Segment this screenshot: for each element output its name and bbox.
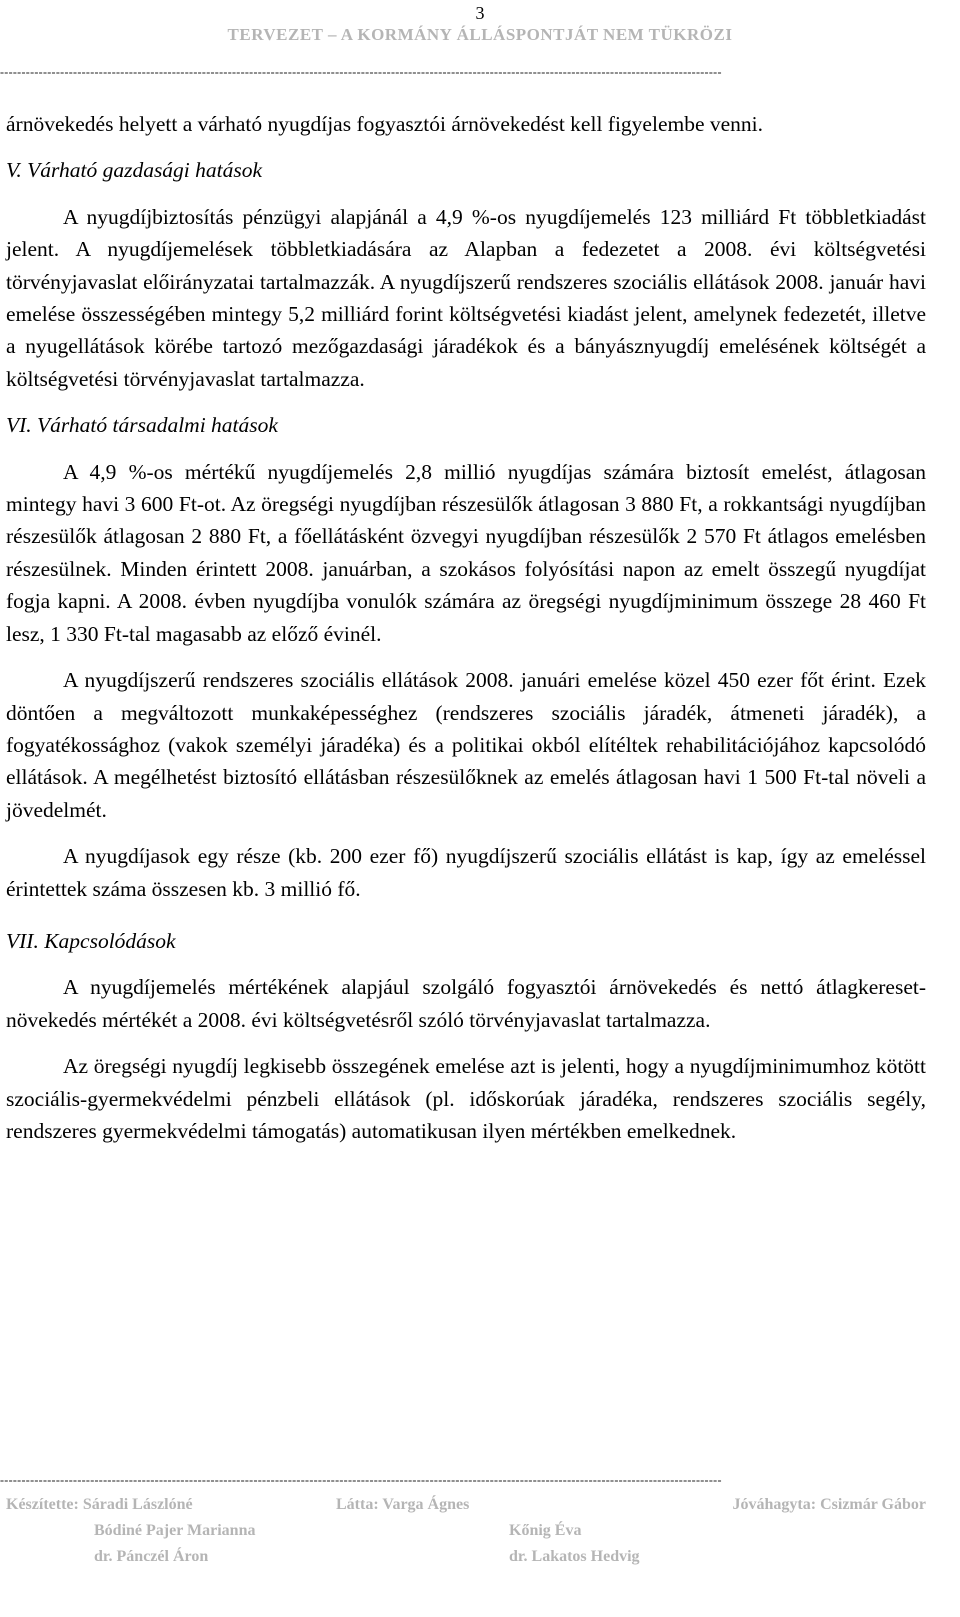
paragraph-5: A nyugdíjasok egy része (kb. 200 ezer fő) nyugdíjszerű szociális ellátást is kap, így az emeléssel érintettek száma összesen kb. 3 millió fő. [6,844,926,901]
header-title: TERVEZET – A KORMÁNY ÁLLÁSPONTJÁT NEM TÜKRÖZI [227,25,733,44]
paragraph-3: A 4,9 %-os mértékű nyugdíjemelés 2,8 millió nyugdíjas számára biztosít emelést, átlagosan mintegy havi 3 600 Ft-ot. Az öregségi nyugdíjban részesülők átlagosan 3 880 Ft, a rokkantsági nyugdíjban részesülők átlagosan 2 880 Ft, a főellátásként özvegyi nyugdíjban részesülők 2 570 Ft átlagos emelésben részesülnek. Minden érintett 2008. januárban, a szokásos folyósítási napon az emelt összegű nyugdíjat fogja kapni. A 2008. évben nyugdíjba vonulók számára az öregségi nyugdíjminimum összege 28 460 Ft lesz, 1 330 Ft-tal magasabb az előző évinél. [6,459,926,646]
section-heading-5: V. Várható gazdasági hatások [6,158,263,183]
footer-separator: ------------------------------------------------------------------------------------------------------------------------------------------------------------------------ [0,1474,722,1486]
paragraph-2: A nyugdíjbiztosítás pénzügyi alapjánál a 4,9 %-os nyugdíjemelés 123 milliárd Ft többletkiadást jelent. A nyugdíjemelések többletkiadására az Alapban a fedezetet a 2008. évi költségvetési törvényjavaslat előirányzatai tartalmazzák. A nyugdíjszerű rendszeres szociális ellátások 2008. január havi emelése összességében mintegy 5,2 milliárd forint költségvetési kiadást jelent, amelynek fedezetét, illetve a nyugellátások körébe tartozó mezőgazdasági járadékok és a bányásznyugdíj emelésének költségét a költségvetési törvényjavaslat tartalmazza. [6,204,926,391]
page-number: 3 [475,3,485,23]
page-header [0,0,960,46]
section-heading-6: VI. Várható társadalmi hatások [6,413,278,438]
section-heading-7: VII. Kapcsolódások [6,928,176,953]
footer-seen-by: Látta: Varga Ágnes [336,1496,470,1513]
header-separator: ------------------------------------------------------------------------------------------------------------------------------------------------------------------------ [0,66,722,78]
footer-prepared-by-2: Bódiné Pajer Marianna [94,1522,256,1539]
document-body [6,108,926,1147]
page-footer [6,1492,926,1570]
footer-seen-by-3: dr. Lakatos Hedvig [509,1548,640,1565]
footer-prepared-by-3: dr. Pánczél Áron [94,1548,209,1565]
footer-prepared-by: Készítette: Sáradi Lászlóné [6,1496,193,1513]
footer-seen-by-2: Kőnig Éva [509,1522,582,1539]
paragraph-7: Az öregségi nyugdíj legkisebb összegének emelése azt is jelenti, hogy a nyugdíjminimumhoz kötött szociális-gyermekvédelmi pénzbeli ellátások (pl. időskorúak járadéka, rendszeres szociális segély, rendszeres gyermekvédelmi támogatás) automatikusan ilyen mértékben emelkednek. [6,1054,926,1143]
paragraph-4: A nyugdíjszerű rendszeres szociális ellátások 2008. januári emelése közel 450 ezer főt érint. Ezek döntően a megváltozott munkaképességhez (rendszeres szociális járadék, átmeneti járadék), a fogyatékossághoz (vakok személyi járadéka) és a politikai okból elítéltek rehabilitációjához kapcsolódó ellátások. A megélhetést biztosító ellátásban részesülőknek az emelés átlagosan havi 1 500 Ft-tal növeli a jövedelmét. [6,668,926,822]
paragraph-6: A nyugdíjemelés mértékének alapjául szolgáló fogyasztói árnövekedés és nettó átlagkereset-növekedés mértékét a 2008. évi költségvetésről szóló törvényjavaslat tartalmazza. [6,975,926,1032]
paragraph-1: árnövekedés helyett a várható nyugdíjas fogyasztói árnövekedést kell figyelembe venni. [6,112,764,136]
footer-approved-by: Jóváhagyta: Csizmár Gábor [732,1496,926,1513]
